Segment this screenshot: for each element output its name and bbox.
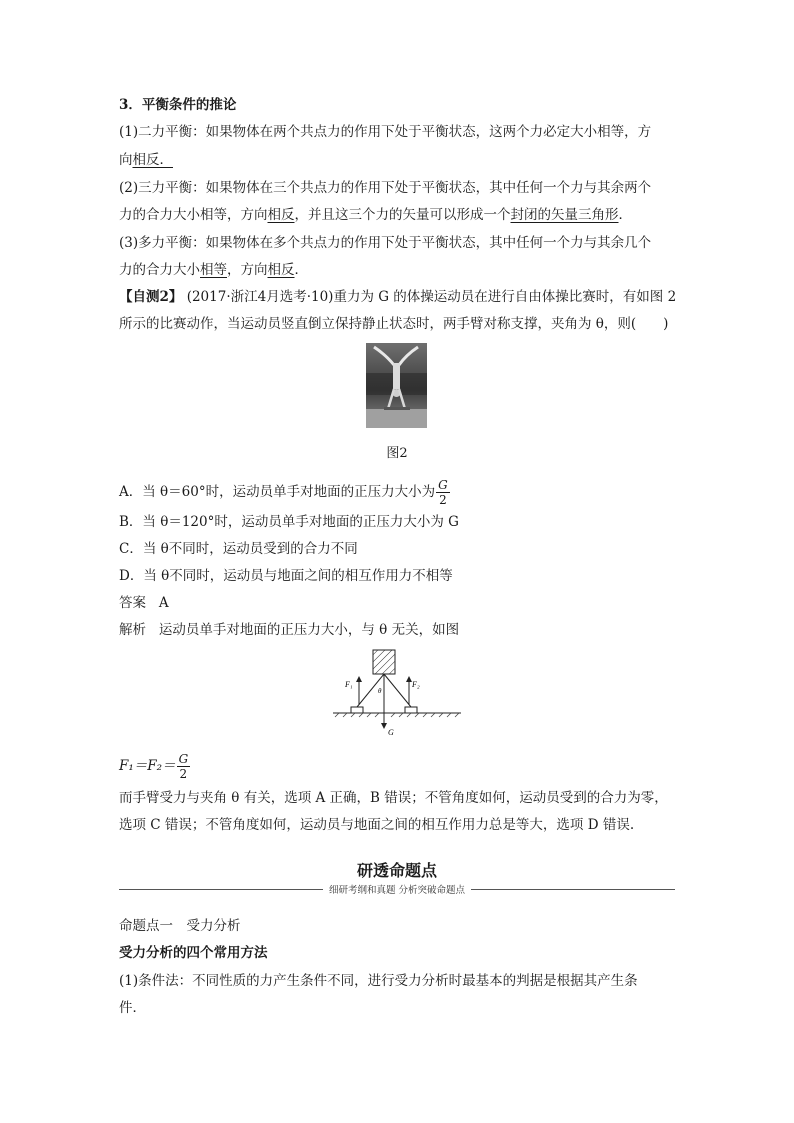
hand-pad-right [405, 707, 417, 713]
fraction-numerator: G [438, 478, 448, 492]
underlined-answer: 相反 [267, 207, 295, 223]
option-b: B．当 θ＝120°时，运动员单手对地面的正压力大小为 G [119, 514, 459, 530]
para-three-force-line1: (2)三力平衡：如果物体在三个共点力的作用下处于平衡状态，其中任何一个力与其余两个 [119, 180, 652, 196]
text: 力的合力大小 [119, 262, 200, 278]
theta-label: θ [378, 687, 382, 695]
g-label: G [388, 728, 394, 737]
gymnast-photo [366, 343, 427, 428]
underlined-answer: 相等 [200, 262, 227, 278]
para-two-force-line1: (1)二力平衡：如果物体在两个共点力的作用下处于平衡状态，这两个力必定大小相等，方 [119, 124, 652, 140]
para-two-force-line2 [119, 150, 173, 170]
hand-pad-left [351, 707, 363, 713]
answer-line [119, 593, 169, 613]
analysis-line [119, 620, 459, 640]
option-a-text: A．当 θ＝60°时，运动员单手对地面的正压力大小为 [119, 484, 436, 500]
text: 力的合力大小相等，方向 [119, 207, 268, 223]
option-d: D．当 θ不同时，运动员与地面之间的相互作用力不相等 [119, 568, 453, 584]
arm-right [384, 674, 411, 707]
text: 向 [119, 152, 133, 168]
f1-label: F₁ [345, 680, 353, 689]
answer-label: 答案 [119, 595, 146, 611]
analysis-label: 解析 [119, 622, 146, 638]
analysis-text: 运动员单手对地面的正压力大小，与 θ 无关，如图 [158, 622, 460, 638]
method1-line2: 件． [119, 1000, 146, 1016]
topic-heading: 命题点一 受力分析 [119, 918, 241, 934]
underlined-answer: 相反． [132, 152, 173, 168]
question-line1 [119, 287, 676, 307]
section-title: 研透命题点 [356, 861, 437, 880]
text: ． [294, 262, 308, 278]
question-line2: 所示的比赛动作，当运动员竖直倒立保持静止状态时，两手臂对称支撑，夹角为 θ，则( ) [119, 316, 669, 332]
para-three-force-line2 [119, 205, 632, 225]
figure-caption: 图2 [386, 446, 408, 461]
question-text: (2017·浙江4月选考·10)重力为 G 的体操运动员在进行自由体操比赛时，有如图 2 [186, 289, 677, 305]
fraction-numerator: G [178, 752, 189, 766]
ground-hatch [335, 713, 459, 717]
conclusion-line2: 选项 C 错误；不管角度如何，运动员与地面之间的相互作用力总是等大，选项 D 错误. [119, 817, 635, 833]
question-tag: 【自测2】 [119, 289, 183, 305]
section-subtitle-text: 细研考纲和真题 分析突破命题点 [323, 885, 471, 896]
para-multi-force-line2 [119, 260, 308, 280]
underlined-answer: 封闭的矢量三角形 [510, 207, 619, 223]
heading-equilibrium-corollaries: 3．平衡条件的推论 [119, 97, 237, 113]
fraction [177, 752, 191, 781]
answer-value: A [158, 595, 169, 611]
option-c: C．当 θ不同时，运动员受到的合力不同 [119, 541, 358, 557]
method1-line1: (1)条件法：不同性质的力产生条件不同，进行受力分析时最基本的判据是根据其产生条 [119, 973, 638, 989]
topic-subheading: 受力分析的四个常用方法 [119, 945, 268, 961]
force-diagram [333, 645, 463, 740]
f2-label: F₂ [412, 680, 420, 689]
fraction-denominator: 2 [439, 493, 447, 507]
text: ，方向 [227, 262, 268, 278]
text: ． [618, 207, 632, 223]
formula-text: F₁＝F₂＝ [119, 758, 176, 774]
conclusion-line1: 而手臂受力与夹角 θ 有关，选项 A 正确，B 错误；不管角度如何，运动员受到的合力为零， [119, 790, 668, 806]
option-a [119, 478, 450, 507]
fraction-denominator: 2 [179, 767, 188, 781]
para-multi-force-line1: (3)多力平衡：如果物体在多个共点力的作用下处于平衡状态，其中任何一个力与其余几个 [119, 235, 652, 251]
body-block [373, 650, 395, 674]
text: ，并且这三个力的矢量可以形成一个 [294, 207, 511, 223]
underlined-answer: 相反 [267, 262, 295, 278]
section-subtitle [0, 882, 794, 896]
fraction [436, 478, 450, 507]
formula-line [119, 752, 190, 781]
